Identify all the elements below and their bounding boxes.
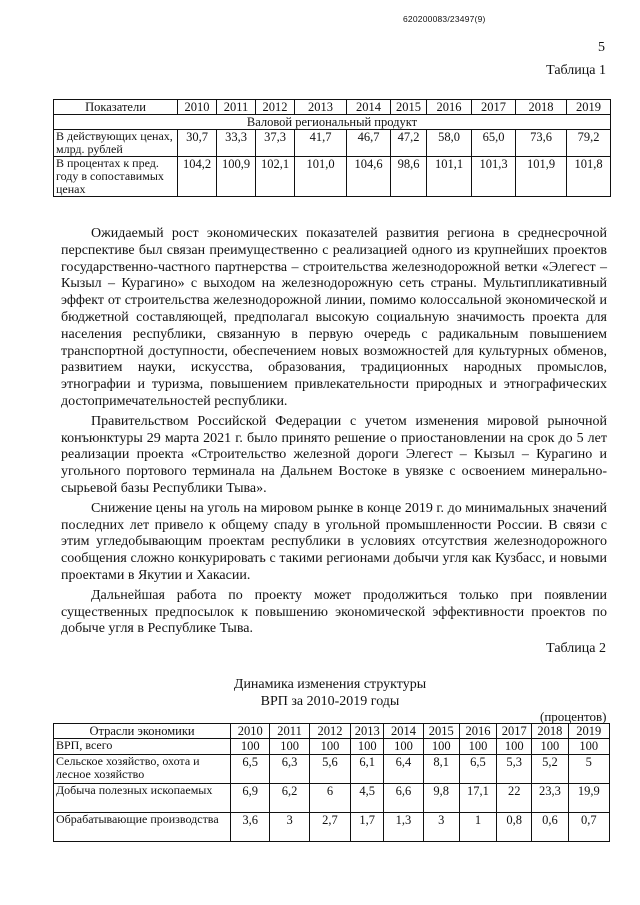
table2-cell: 6,9 [231,784,270,813]
table2-cell: 6 [309,784,350,813]
table2-cell: 0,6 [532,813,568,842]
table2-cell: 100 [309,739,350,755]
table2-cell: 5 [568,755,609,784]
table1-cell: 47,2 [391,130,427,157]
table1-cell: 79,2 [567,130,611,157]
table2-grp [53,723,610,842]
table-row [54,784,610,813]
table2-cell: 22 [497,784,532,813]
paragraph: Правительством Российской Федерации с учетом изменения мировой рыночной конъюнктуры 29 марта 2021 г. было принято решение о приостановлении на срок до 5 лет реализации проекта «Строительство железной дороги Элегест – Кызыл – Курагино и угольного портового терминала на Дальнем Востоке в увязке с освоением минерально-сырьевой базы Республики Тыва». [61,413,607,496]
table2-col-header: 2015 [423,724,459,739]
table1-cell: 46,7 [347,130,391,157]
table-row [54,755,610,784]
table2-cell: 6,5 [459,755,496,784]
paragraph: Дальнейшая работа по проекту может продолжиться только при появлении существенных предпосылок к повышению экономической эффективности проектов по добыче угля в Республике Тыва. [61,587,607,637]
table2-row-label: Обрабатывающие производства [54,813,231,842]
table1-col-header: 2017 [472,100,516,115]
table1-cell: 104,2 [178,157,217,197]
table2-cell: 5,2 [532,755,568,784]
table2-cell: 100 [497,739,532,755]
table1-cell: 98,6 [391,157,427,197]
table2-col-header: 2010 [231,724,270,739]
table2-cell: 1,3 [384,813,423,842]
table2-cell: 9,8 [423,784,459,813]
table2-cell: 1,7 [351,813,384,842]
table2-cell: 100 [532,739,568,755]
table1-cell: 101,8 [567,157,611,197]
table2-cell: 0,7 [568,813,609,842]
table2-row-label: ВРП, всего [54,739,231,755]
table1-cell: 101,1 [427,157,472,197]
table1-col-header: 2010 [178,100,217,115]
table2-cell: 6,4 [384,755,423,784]
table2-cell: 1 [459,813,496,842]
table2-cell: 6,2 [270,784,309,813]
table-row [54,739,610,755]
table1-cell: 101,3 [472,157,516,197]
table2-header-row [54,724,610,739]
table1-cell: 100,9 [217,157,256,197]
table2-col-header: 2018 [532,724,568,739]
table-row [54,813,610,842]
table2-title-line: Динамика изменения структуры [233,677,427,692]
table2-cell: 5,6 [309,755,350,784]
table1-cell: 102,1 [256,157,295,197]
table2-col-header: 2019 [568,724,609,739]
table2-cell: 2,7 [309,813,350,842]
table2-col-header: 2011 [270,724,309,739]
table2-units: (процентов) [540,709,607,724]
table2-cell: 6,5 [231,755,270,784]
table2-cell: 3 [270,813,309,842]
table2-cell: 100 [270,739,309,755]
table1-col-header: 2013 [295,100,347,115]
table2-cell: 100 [459,739,496,755]
table2-title-line: ВРП за 2010-2019 годы [260,694,400,709]
table1-cell: 37,3 [256,130,295,157]
table1-col-header: 2014 [347,100,391,115]
table1-col-header: Показатели [54,100,178,115]
table1-cell: 104,6 [347,157,391,197]
table2-cell: 100 [423,739,459,755]
table2-cell: 6,3 [270,755,309,784]
table1-row-label: В действующих ценах, млрд. рублей [54,130,178,157]
table2-cell: 100 [568,739,609,755]
page-number: 5 [598,40,605,55]
table1-col-header: 2011 [217,100,256,115]
table2-cell: 19,9 [568,784,609,813]
table2-row-label: Сельское хозяйство, охота и лесное хозяйство [54,755,231,784]
table1-cell: 41,7 [295,130,347,157]
table2-cell: 100 [384,739,423,755]
table1-grp [53,99,611,197]
table2-col-header: 2014 [384,724,423,739]
table2-cell: 23,3 [532,784,568,813]
table1-section-title: Валовой региональный продукт [54,115,611,130]
table2-cell: 100 [351,739,384,755]
table2-cell: 3,6 [231,813,270,842]
table1-col-header: 2015 [391,100,427,115]
table1-cell: 101,9 [516,157,567,197]
paragraph: Ожидаемый рост экономических показателей развития региона в среднесрочной перспективе был связан преимущественно с реализацией одного из крупнейших проектов государственно-частного партнерства – строительства железнодорожной ветки «Элегест – Кызыл – Курагино» с выходом на железнодорожную сеть страны. Мультипликативный эффект от строительства железнодорожной линии, помимо колоссальной экономической и бюджетной составляющей, предполагал высокую социальную значимость проекта для населения республики, связанную в первую очередь с радикальным повышением транспортной доступности, обеспечением новых возможностей для культурных обменов, развитием науки, искусства, образования, традиционных народных промыслов, этнографии и туризма, повышением привлекательности природных и этнографических достопримечательностей республики. [61,226,607,409]
table1-col-header: 2012 [256,100,295,115]
table2-cell: 3 [423,813,459,842]
table1-header-row [54,100,611,115]
table-row [54,157,611,197]
table1-cell: 58,0 [427,130,472,157]
table1-cell: 73,6 [516,130,567,157]
table2-col-header: 2013 [351,724,384,739]
table1-cell: 101,0 [295,157,347,197]
table1-col-header: 2019 [567,100,611,115]
table2-cell: 0,8 [497,813,532,842]
table2-cell: 8,1 [423,755,459,784]
table2-col-header: 2017 [497,724,532,739]
table1-cell: 33,3 [217,130,256,157]
table1-section-row [54,115,611,130]
table2-cell: 17,1 [459,784,496,813]
table2-cell: 100 [231,739,270,755]
table1-col-header: 2018 [516,100,567,115]
table2-cell: 6,6 [384,784,423,813]
paragraph: Снижение цены на уголь на мировом рынке в конце 2019 г. до минимальных значений последних лет привело к общему спаду в угольной промышленности России. В связи с этим угледобывающим проектам республики в условиях отсутствия железнодорожного сообщения сложно конкурировать с такими регионами добычи угля как Кузбасс, и новыми проектами в Якутии и Хакасии. [61,500,607,583]
table1-col-header: 2016 [427,100,472,115]
document-id: 620200083/23497(9) [403,14,486,24]
table2-row-label: Добыча полезных ископаемых [54,784,231,813]
table1-cell: 30,7 [178,130,217,157]
table1-row-label: В процентах к пред. году в сопоставимых ценах [54,157,178,197]
table2-col-header: Отрасли экономики [54,724,231,739]
body-text [61,226,607,638]
table2-col-header: 2016 [459,724,496,739]
table-row [54,130,611,157]
table2-cell: 4,5 [351,784,384,813]
table1-label: Таблица 1 [546,63,606,78]
table2-cell: 6,1 [351,755,384,784]
table2-col-header: 2012 [309,724,350,739]
table2-cell: 5,3 [497,755,532,784]
table1-cell: 65,0 [472,130,516,157]
table2-title [200,676,460,710]
table2-label: Таблица 2 [546,641,606,656]
